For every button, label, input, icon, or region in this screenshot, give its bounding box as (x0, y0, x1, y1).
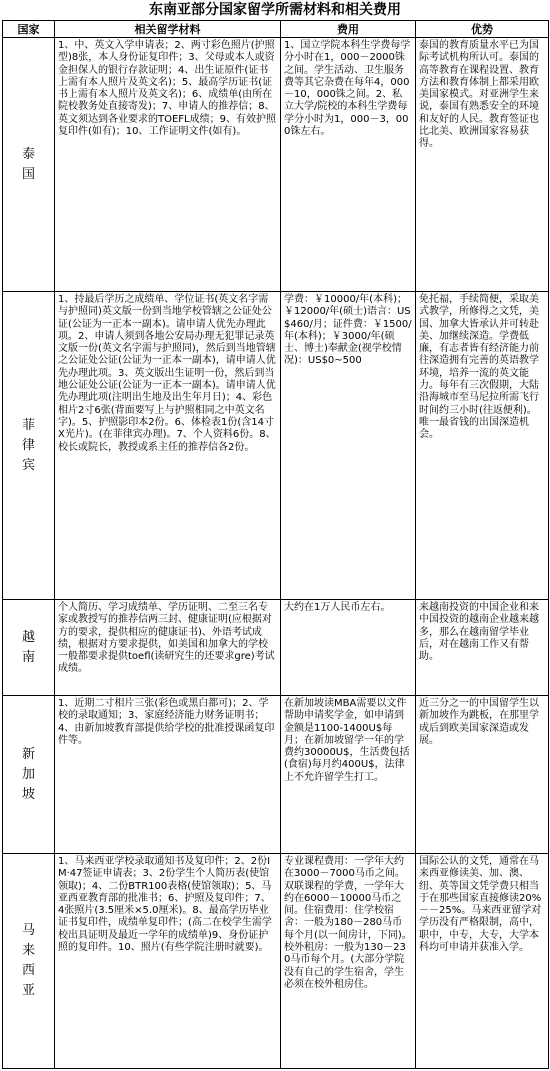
document-title: 东南亚部分国家留学所需材料和相关费用 (149, 2, 401, 18)
country-cell: 新加坡 (3, 696, 55, 854)
materials-cell: 个人简历、学习成绩单、学历证明、二至三名专家或教授写的推荐信两三封、健康证明(应根据对方的要求，提供相应的健康证书)、外语考试成绩，根据对方要求提供，如美国和加拿大的学校一般都要求提供toefl(读研究生的还要求gre)考试成绩。 (55, 600, 281, 696)
fees-cell: 1、国立学院本科生学费每学分小时在1，000－2000铢之间。学生活动、卫生服务费等其它杂费在每年4，000－10，000铢之间。2、私立大学/院校的本科生学费每学分小时为1，000－3，000铢左右。 (281, 38, 416, 292)
header-advantages: 优势 (416, 21, 549, 38)
table-header-row (3, 21, 549, 38)
fees-cell: 学费：￥10000/年(本科)；￥12000/年(硕士)语言：US$460/月；证件费：￥1500/年(本科)；￥3000/年(硕士、博士)奉献金(视学校情况)：US$0~500 (281, 292, 416, 600)
header-country: 国家 (3, 21, 55, 38)
advantages-cell: 来越南投资的中国企业和来中国投资的越南企业越来越多，那么在越南留学毕业后，对在越南工作又有帮助。 (416, 600, 549, 696)
fees-cell: 在新加坡读MBA需要以文件帮助申请奖学金，如申请到金额是1100-1400U$每月；在新加坡留学一年的学费约30000U$，生活费包括(食宿)每月约400U$，法律上不允许留学生打工。 (281, 696, 416, 854)
advantages-cell: 免托福，手续简便，采取美式教学，所修得之文凭，美国、加拿大皆承认并可转赴美、加继续深造。学费低廉，有志者皆有经济能力前往深造拥有完善的英语教学环境，培养一流的英文能力。每年有三次假期，大陆沿海城市至马尼拉所需飞行时间约三小时(往返便利)。唯一最省钱的出国深造机会。 (416, 292, 549, 600)
table-row-singapore (3, 696, 549, 854)
materials-cell: 1、马来西亚学校录取通知书及复印件；2、2份IM·47签证申请表；3、2份学生个人简历表(使馆领取)；4、二份BTR100表格(使馆领取)；5、马亚西亚教育部的批准书；6、护照及复印件；7、4张照片(3.5厘米×5.0厘米)。8、最高学历毕业证书复印件，成绩单复印件；(高二在校学生需学校出具证明及最近一学年的成绩单)9、身份证护照的复印件。10、照片(有些学院注册时就要)。 (55, 854, 281, 1069)
table-row-philippines (3, 292, 549, 600)
advantages-cell: 泰国的教育质量水平已为国际考试机构所认可。泰国的高等教育在课程设置、教育方法和教育体制上都采用欧美国家模式。对亚洲学生来说，泰国有熟悉安全的环境和友好的人民。教育签证也比北美、欧洲国家容易获得。 (416, 38, 549, 292)
materials-cell: 1、持最后学历之成绩单、学位证书(英文名字需与护照同)英文版一份到当地学校管辖之公证处公证(公证为一正本一副本)。请申请人优先办理此项。2、申请人须到各地公安局办理无犯罪记录英文版一份(英文名字需与护照同)，然后到当地管辖之公证处公证(公证为一正本一副本)，请申请人优先办理此项。3、英文版出生证明一份，然后到当地公证处公证(公证为一正本一副本)。请申请人优先办理此项(注明出生地及出生年月日)；4、彩色相片2寸6张(背面要写上与护照相同之中英文名字)。5、护照影印本2份。6、体检表1份(含14寸X光片)。(在菲律宾办理)。7、个人资料6份。8、校长或院长，教授或系主任的推荐信各2份。 (55, 292, 281, 600)
header-fees: 费用 (281, 21, 416, 38)
fee-table (2, 20, 549, 1069)
fees-cell: 专业课程费用：一学年大约在3000－7000马币之间。双联课程的学费，一学年大约在6000－10000马币之间。住宿费用：住学校宿舍：一般为180－280马币每个月(以一间房计，下同)。校外租房：一般为130－230马币每个月。(大部分学院没有自己的学生宿舍，学生必须在校外租房住。 (281, 854, 416, 1069)
materials-cell: 1、近期二寸相片三张(彩色或黑白都可)；2、学校的录取通知；3、家庭经济能力财务证明书；4、由新加坡教育部提供给学校的批准授课函复印件等。 (55, 696, 281, 854)
country-cell: 越南 (3, 600, 55, 696)
advantages-cell: 近三分之一的中国留学生以新加坡作为跳板，在那里学成后到欧美国家深造或发展。 (416, 696, 549, 854)
table-row-vietnam (3, 600, 549, 696)
materials-cell: 1、中、英文入学申请表；2、两寸彩色照片(护照型)8张，本人身份证复印件；3、父母或本人或资金担保人的银行存款证明；4、出生证原件(证书上需有本人照片及英文名)；5、最高学历证书(证书上需有本人照片及英文名)；6、成绩单(由所在院校教务处直接寄发)；7、申请人的推荐信；8、英文须达到各业要求的TOEFL成绩；9、有效护照复印件(如有)；10、工作证明文件(如有)。 (55, 38, 281, 292)
table-row-thailand (3, 38, 549, 292)
country-cell: 马来西亚 (3, 854, 55, 1069)
country-cell: 菲律宾 (3, 292, 55, 600)
advantages-cell: 国际公认的文凭，通常在马来西亚修读美、加、澳、纽、英等国文凭学费只相当于在那些国家直接修读20%－－25%。马来西亚留学对学历没有严格限制，高中，职中，中专，大专，大学本科均可申请并获准入学。 (416, 854, 549, 1069)
header-materials: 相关留学材料 (55, 21, 281, 38)
fees-cell: 大约在1万人民币左右。 (281, 600, 416, 696)
country-cell: 泰国 (3, 38, 55, 292)
table-row-malaysia (3, 854, 549, 1069)
